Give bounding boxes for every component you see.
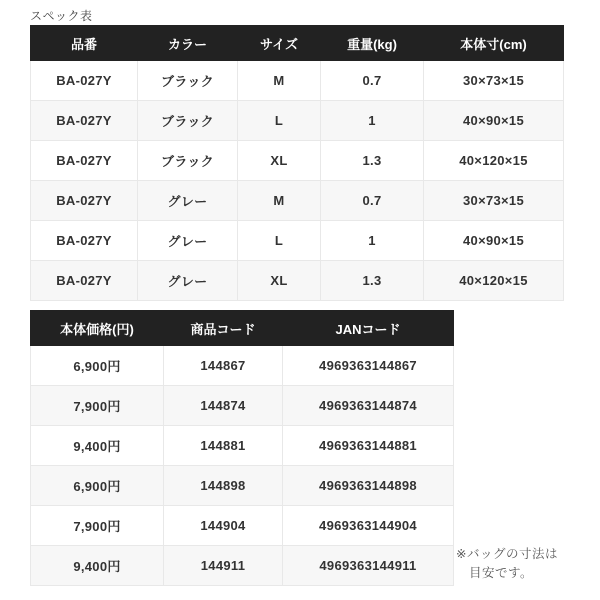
spec-cell-weight: 0.7 xyxy=(321,181,424,221)
price-cell-product-code: 144874 xyxy=(164,386,283,426)
spec-cell-size: M xyxy=(238,61,321,101)
price-cell-price: 6,900円 xyxy=(31,346,164,386)
table-row xyxy=(31,466,454,506)
table-row xyxy=(31,181,564,221)
spec-cell-weight: 0.7 xyxy=(321,61,424,101)
table-row xyxy=(31,426,454,466)
spec-cell-size: L xyxy=(238,221,321,261)
spec-cell-item-no: BA-027Y xyxy=(31,221,138,261)
spec-cell-size: XL xyxy=(238,261,321,301)
spec-header-size: サイズ xyxy=(238,26,321,61)
spec-cell-dimensions: 40×90×15 xyxy=(424,101,564,141)
footnote-line-1: ※バッグの寸法は xyxy=(456,547,558,561)
table-row xyxy=(31,346,454,386)
price-cell-product-code: 144911 xyxy=(164,546,283,586)
price-cell-product-code: 144898 xyxy=(164,466,283,506)
spec-header-weight: 重量(kg) xyxy=(321,26,424,61)
spec-cell-item-no: BA-027Y xyxy=(31,181,138,221)
spec-cell-dimensions: 30×73×15 xyxy=(424,181,564,221)
price-cell-jan-code: 4969363144911 xyxy=(283,546,454,586)
spec-header-row xyxy=(31,26,564,61)
price-cell-jan-code: 4969363144904 xyxy=(283,506,454,546)
price-cell-price: 7,900円 xyxy=(31,506,164,546)
price-header-jan-code: JANコード xyxy=(283,311,454,346)
spec-cell-weight: 1.3 xyxy=(321,141,424,181)
spec-table xyxy=(30,25,564,301)
table-row xyxy=(31,261,564,301)
price-header-price: 本体価格(円) xyxy=(31,311,164,346)
spec-cell-size: M xyxy=(238,181,321,221)
price-cell-jan-code: 4969363144898 xyxy=(283,466,454,506)
price-cell-price: 9,400円 xyxy=(31,546,164,586)
spec-cell-color: ブラック xyxy=(138,101,238,141)
spec-cell-item-no: BA-027Y xyxy=(31,261,138,301)
spec-cell-dimensions: 40×120×15 xyxy=(424,141,564,181)
price-cell-jan-code: 4969363144881 xyxy=(283,426,454,466)
price-cell-product-code: 144904 xyxy=(164,506,283,546)
spec-cell-weight: 1 xyxy=(321,101,424,141)
table-row xyxy=(31,546,454,586)
page-title: スペック表 xyxy=(30,9,93,23)
footnote-line-2: 目安です。 xyxy=(469,565,534,580)
footnote xyxy=(456,545,558,583)
price-cell-jan-code: 4969363144867 xyxy=(283,346,454,386)
price-header-row xyxy=(31,311,454,346)
price-cell-price: 6,900円 xyxy=(31,466,164,506)
price-cell-jan-code: 4969363144874 xyxy=(283,386,454,426)
table-row xyxy=(31,386,454,426)
spec-cell-item-no: BA-027Y xyxy=(31,141,138,181)
spec-cell-item-no: BA-027Y xyxy=(31,101,138,141)
spec-cell-size: L xyxy=(238,101,321,141)
table-row xyxy=(31,221,564,261)
spec-cell-dimensions: 40×120×15 xyxy=(424,261,564,301)
spec-cell-weight: 1 xyxy=(321,221,424,261)
spec-cell-color: ブラック xyxy=(138,141,238,181)
spec-header-dimensions: 本体寸(cm) xyxy=(424,26,564,61)
table-row xyxy=(31,141,564,181)
table-row xyxy=(31,61,564,101)
price-header-product-code: 商品コード xyxy=(164,311,283,346)
spec-cell-color: グレー xyxy=(138,261,238,301)
spec-cell-item-no: BA-027Y xyxy=(31,61,138,101)
spec-cell-dimensions: 40×90×15 xyxy=(424,221,564,261)
spec-cell-color: ブラック xyxy=(138,61,238,101)
spec-cell-weight: 1.3 xyxy=(321,261,424,301)
spec-cell-size: XL xyxy=(238,141,321,181)
spec-header-item-no: 品番 xyxy=(31,26,138,61)
price-cell-product-code: 144881 xyxy=(164,426,283,466)
price-cell-product-code: 144867 xyxy=(164,346,283,386)
price-cell-price: 9,400円 xyxy=(31,426,164,466)
table-row xyxy=(31,506,454,546)
table-row xyxy=(31,101,564,141)
spec-cell-color: グレー xyxy=(138,221,238,261)
price-cell-price: 7,900円 xyxy=(31,386,164,426)
spec-cell-color: グレー xyxy=(138,181,238,221)
price-table xyxy=(30,310,454,586)
spec-cell-dimensions: 30×73×15 xyxy=(424,61,564,101)
spec-header-color: カラー xyxy=(138,26,238,61)
